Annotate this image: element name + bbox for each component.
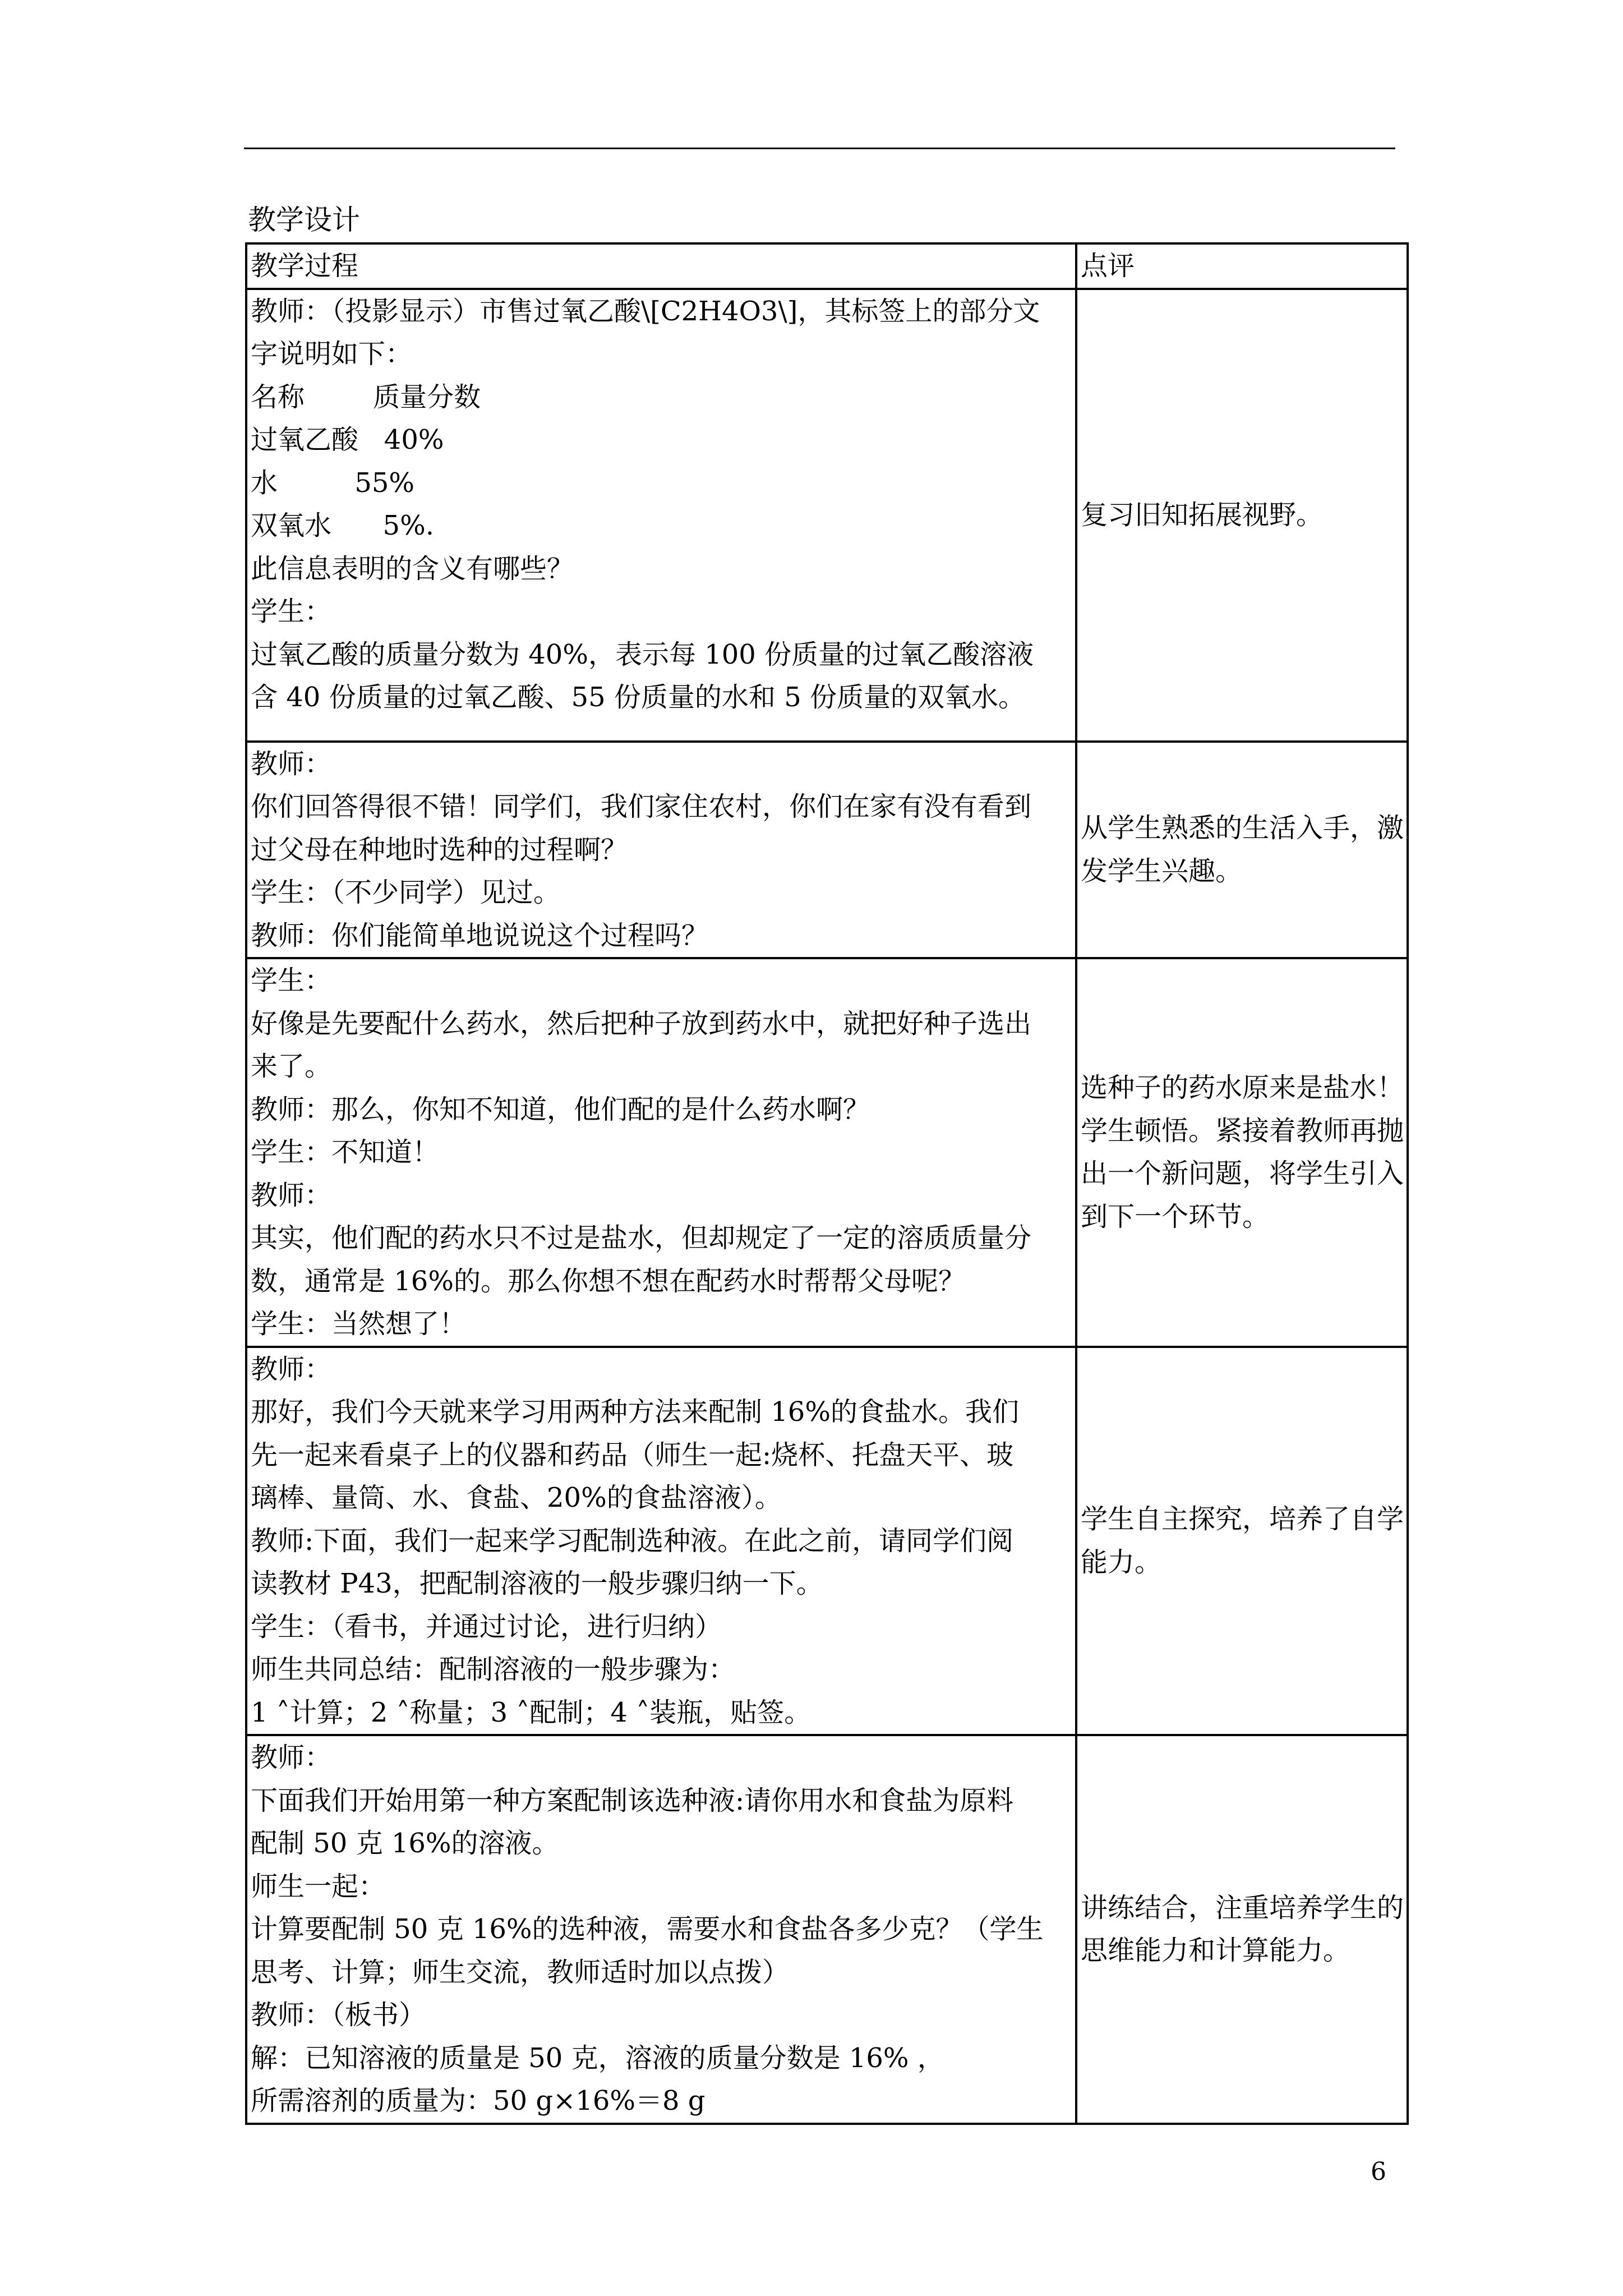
page-number: 6 (1371, 2157, 1386, 2186)
process-line: 教师：（投影显示）市售过氧乙酸\[C2H4O3\]，其标签上的部分文 (251, 295, 1040, 327)
process-line: 双氧水 5%. (251, 510, 434, 541)
comment-text: 选种子的药水原来是盐水！学生顿悟。紧接着教师再抛出一个新问题，将学生引入到下一个环节。 (1081, 1072, 1404, 1232)
comment-cell (1076, 1347, 1408, 1736)
process-line: 学生： (251, 596, 332, 627)
process-line: 教师： (251, 748, 332, 780)
process-line: 教师：（板书） (251, 1999, 426, 2031)
process-line: 学生：（不少同学）见过。 (251, 877, 561, 908)
page-heading: 教学设计 (248, 204, 360, 236)
process-line: 教师： (251, 1353, 332, 1385)
process-line: 那好，我们今天就来学习用两种方法来配制 16%的食盐水。我们 (251, 1396, 1019, 1428)
process-line: 解：已知溶液的质量是 50 克，溶液的质量分数是 16% ， (251, 2042, 944, 2074)
comment-cell (1076, 1735, 1408, 2124)
table-row (246, 1347, 1408, 1736)
process-line: 所需溶剂的质量为：50 g×16%＝8 g (251, 2085, 706, 2116)
comment-cell (1076, 742, 1408, 959)
process-line: 教师： (251, 1179, 332, 1211)
process-cell (246, 1347, 1076, 1736)
table-row (246, 1735, 1408, 2124)
header-process: 教学过程 (246, 243, 1076, 289)
process-line: 过氧乙酸 40% (251, 424, 444, 455)
process-line: 璃棒、量筒、水、食盐、20%的食盐溶液）。 (251, 1482, 782, 1513)
process-line: 你们回答得很不错！同学们，我们家住农村，你们在家有没有看到 (251, 791, 1032, 822)
header-comment: 点评 (1076, 243, 1408, 289)
process-line: 学生：当然想了！ (251, 1308, 467, 1340)
comment-text: 学生自主探究，培养了自学能力。 (1081, 1503, 1404, 1578)
process-line: 读教材 P43，把配制溶液的一般步骤归纳一下。 (251, 1568, 823, 1599)
table-row (246, 742, 1408, 959)
table-row (246, 958, 1408, 1347)
process-line: 过父母在种地时选种的过程啊？ (251, 834, 628, 866)
process-line: 好像是先要配什么药水，然后把种子放到药水中，就把好种子选出 (251, 1007, 1032, 1039)
process-line: 学生：（看书，并通过讨论，进行归纳） (251, 1611, 722, 1642)
process-line: 名称 质量分数 (251, 381, 481, 413)
comment-cell (1076, 289, 1408, 742)
process-line: 其实，他们配的药水只不过是盐水，但却规定了一定的溶质质量分 (251, 1222, 1032, 1254)
process-line: 1 ˄计算；2 ˄称量；3 ˄配制；4 ˄装瓶，贴签。 (251, 1696, 811, 1728)
process-cell (246, 958, 1076, 1347)
process-line: 含 40 份质量的过氧乙酸、55 份质量的水和 5 份质量的双氧水。 (251, 682, 1025, 713)
comment-text: 讲练结合，注重培养学生的思维能力和计算能力。 (1081, 1892, 1404, 1967)
process-line: 下面我们开始用第一种方案配制该选种液:请你用水和食盐为原料 (251, 1784, 1014, 1816)
process-line: 此信息表明的含义有哪些？ (251, 553, 574, 585)
process-line: 配制 50 克 16%的溶液。 (251, 1828, 559, 1859)
process-line: 思考、计算；师生交流，教师适时加以点拨） (251, 1956, 790, 1988)
header-rule (244, 148, 1395, 149)
process-line: 教师:下面，我们一起来学习配制选种液。在此之前，请同学们阅 (251, 1525, 1014, 1557)
comment-cell (1076, 958, 1408, 1347)
process-line: 过氧乙酸的质量分数为 40%，表示每 100 份质量的过氧乙酸溶液 (251, 638, 1034, 670)
process-line: 教师：你们能简单地说说这个过程吗？ (251, 919, 709, 951)
process-line: 教师：那么，你知不知道，他们配的是什么药水啊？ (251, 1093, 870, 1125)
process-line: 师生共同总结：配制溶液的一般步骤为： (251, 1654, 736, 1685)
process-line: 教师： (251, 1742, 332, 1773)
process-line: 学生：不知道！ (251, 1137, 440, 1168)
table-row (246, 289, 1408, 742)
lesson-table (245, 242, 1409, 2125)
table-header-row (246, 243, 1408, 289)
comment-text: 复习旧知拓展视野。 (1081, 499, 1324, 531)
process-line: 计算要配制 50 克 16%的选种液，需要水和食盐各多少克？（学生 (251, 1913, 1044, 1945)
process-line: 学生： (251, 965, 332, 996)
process-cell (246, 742, 1076, 959)
process-line: 师生一起： (251, 1870, 386, 1902)
process-line: 数，通常是 16%的。那么你想不想在配药水时帮帮父母呢？ (251, 1265, 965, 1297)
process-line: 水 55% (251, 467, 415, 499)
process-cell (246, 289, 1076, 742)
process-cell (246, 1735, 1076, 2124)
process-line: 先一起来看桌子上的仪器和药品（师生一起:烧杯、托盘天平、玻 (251, 1439, 1014, 1471)
process-line: 来了。 (251, 1051, 332, 1082)
comment-text: 从学生熟悉的生活入手，激发学生兴趣。 (1081, 812, 1404, 887)
process-line: 字说明如下： (251, 338, 413, 370)
